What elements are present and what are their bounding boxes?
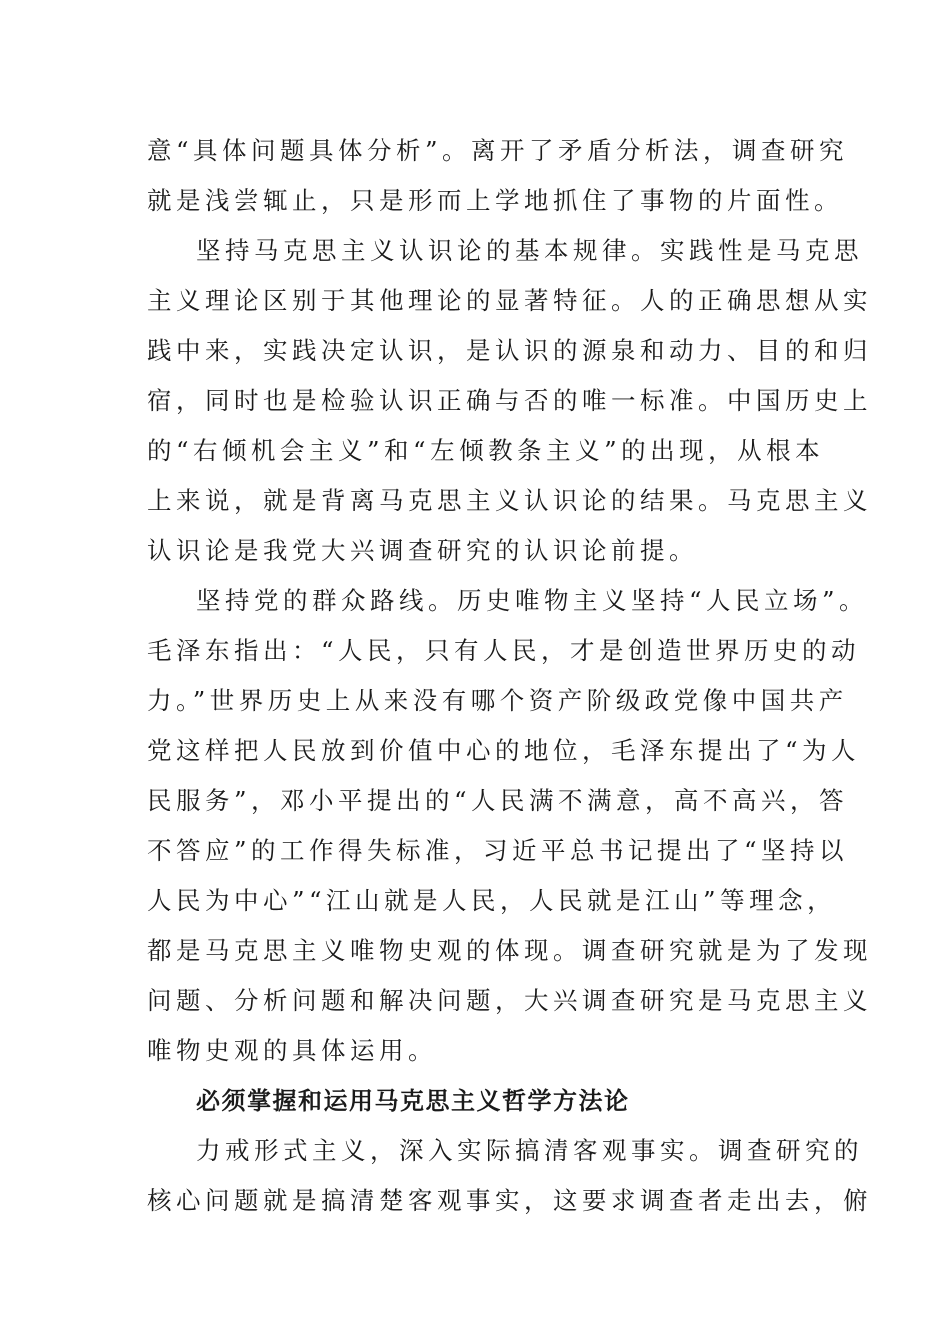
text-line: 践中来，实践决定认识，是认识的源泉和动力、目的和归 bbox=[147, 336, 872, 365]
text-line: 唯物史观的具体运用。 bbox=[147, 1036, 437, 1065]
text-line: 认识论是我党大兴调查研究的认识论前提。 bbox=[147, 536, 698, 565]
text-line: 人民为中心”“江山就是人民，人民就是江山”等理念， bbox=[147, 886, 837, 915]
text-line: 宿，同时也是检验认识正确与否的唯一标准。中国历史上 bbox=[147, 386, 872, 415]
text-line: 意“具体问题具体分析”。离开了矛盾分析法，调查研究 bbox=[147, 136, 849, 165]
text-line: 的“右倾机会主义”和“左倾教条主义”的出现，从根本 bbox=[147, 436, 825, 465]
text-line: 主义理论区别于其他理论的显著特征。人的正确思想从实 bbox=[147, 286, 872, 315]
text-line: 都是马克思主义唯物史观的体现。调查研究就是为了发现 bbox=[147, 936, 872, 965]
text-line: 上来说，就是背离马克思主义认识论的结果。马克思主义 bbox=[147, 486, 872, 515]
text-line: 党这样把人民放到价值中心的地位，毛泽东提出了“为人 bbox=[147, 736, 861, 765]
text-line: 力。”世界历史上从来没有哪个资产阶级政党像中国共产 bbox=[147, 686, 848, 715]
text-line: 毛泽东指出：“人民，只有人民，才是创造世界历史的动 bbox=[147, 636, 861, 665]
paragraph-first-line: 坚持党的群众路线。历史唯物主义坚持“人民立场”。 bbox=[196, 586, 869, 615]
section-heading: 必须掌握和运用马克思主义哲学方法论 bbox=[196, 1087, 630, 1115]
text-line: 就是浅尝辄止，只是形而上学地抓住了事物的片面性。 bbox=[147, 186, 843, 215]
paragraph-first-line: 坚持马克思主义认识论的基本规律。实践性是马克思 bbox=[196, 236, 863, 265]
text-line: 不答应”的工作得失标准，习近平总书记提出了“坚持以 bbox=[147, 836, 849, 865]
text-line: 问题、分析问题和解决问题，大兴调查研究是马克思主义 bbox=[147, 986, 872, 1015]
text-line: 民服务”，邓小平提出的“人民满不满意，高不高兴，答 bbox=[147, 786, 849, 815]
text-line: 核心问题就是搞清楚客观事实，这要求调查者走出去，俯 bbox=[147, 1186, 872, 1215]
paragraph-first-line: 力戒形式主义，深入实际搞清客观事实。调查研究的 bbox=[196, 1136, 863, 1165]
